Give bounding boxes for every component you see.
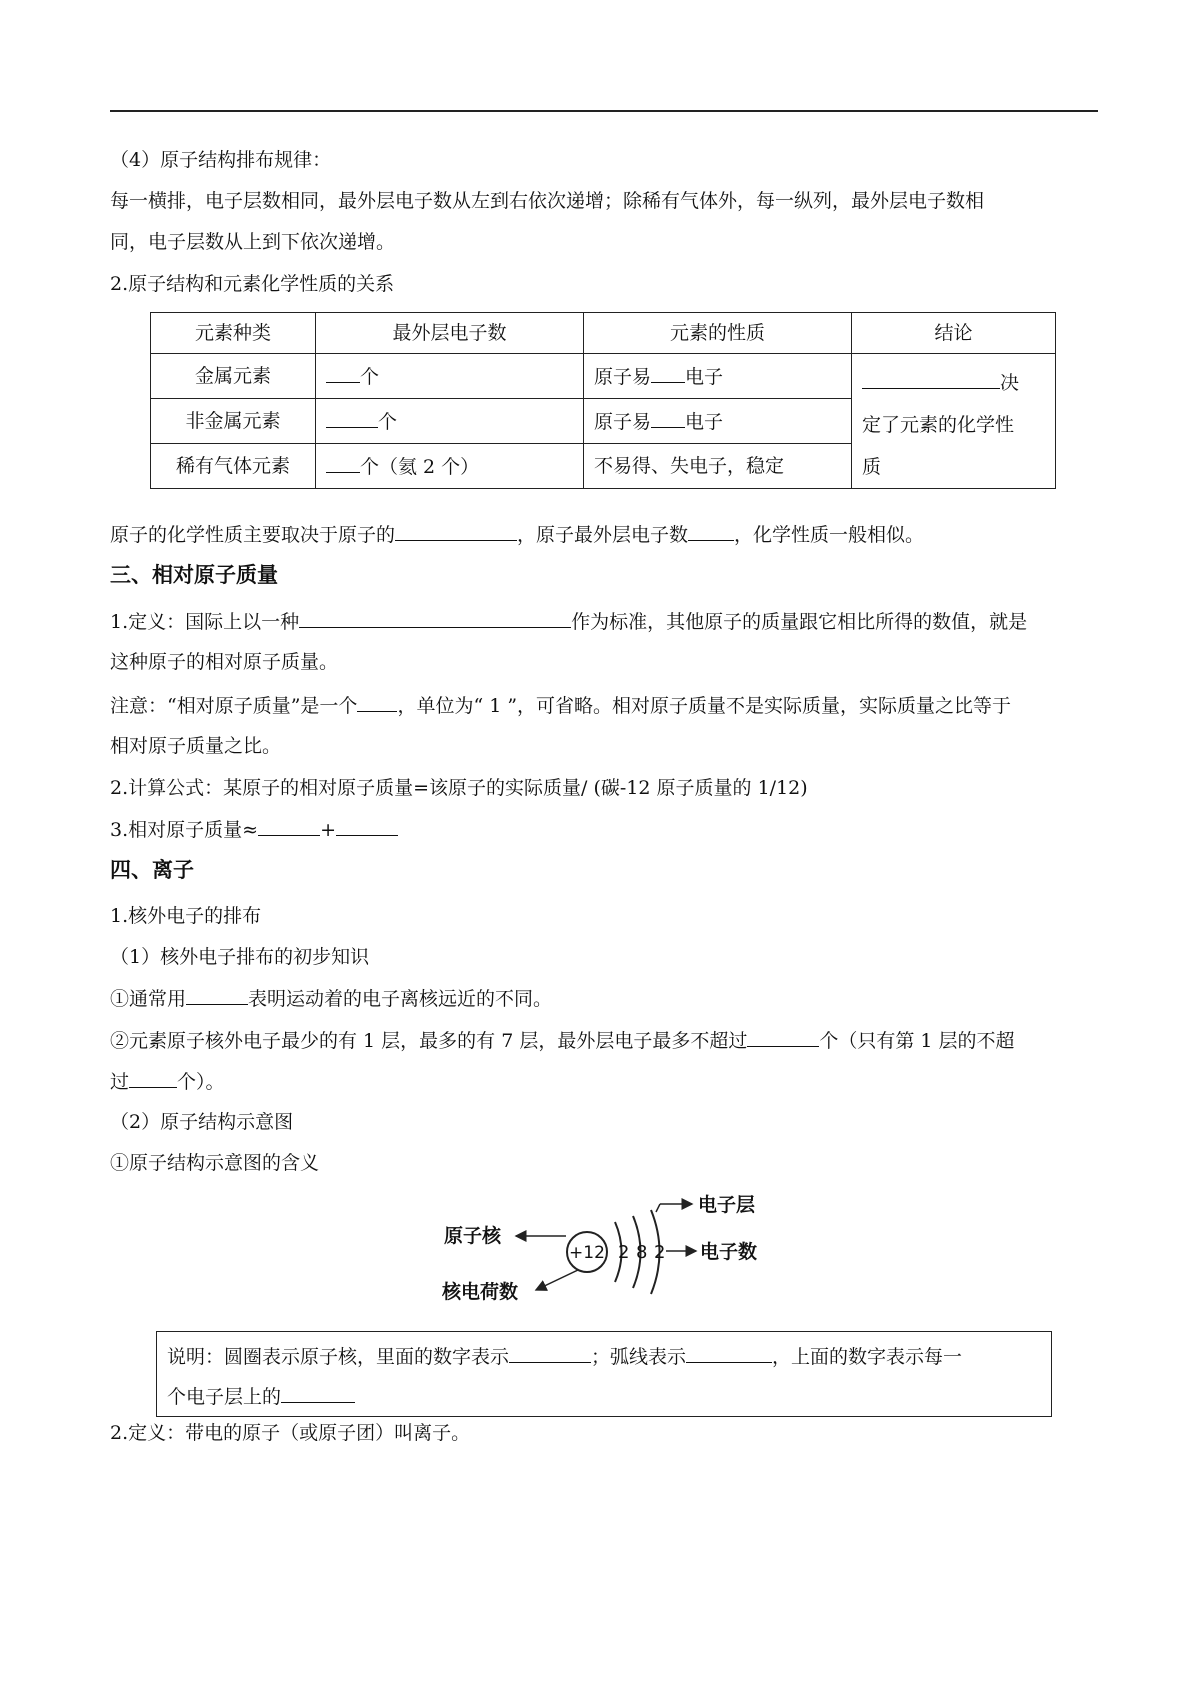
cell-suffix: 个 [360, 365, 380, 388]
text: 3.相对原子质量≈ [110, 819, 259, 841]
section4-paragraph-line2: 同，电子层数从上到下依次递增。 [110, 231, 396, 253]
explanation-line2 [167, 1384, 355, 1409]
blank [299, 609, 571, 628]
ion-subtitle: 1.核外电子的排布 [110, 905, 262, 927]
cell-property: 不易得、失电子，稳定 [584, 444, 852, 489]
blank [129, 1069, 177, 1088]
explanation-line1 [167, 1344, 962, 1369]
shell-pointer [656, 1204, 660, 1212]
header-property: 元素的性质 [584, 313, 852, 354]
definition-line1 [110, 609, 1027, 634]
blank [326, 454, 360, 473]
charge-arrow [536, 1270, 578, 1290]
conclusion-text: 定了元素的化学性 [862, 414, 1015, 436]
text: ，上面的数字表示每一 [772, 1346, 963, 1368]
section4-title: （4）原子结构排布规律： [110, 149, 332, 171]
formula-line: 2.计算公式：某原子的相对原子质量=该原子的实际质量/ (碳-12 原子质量的 1/12) [110, 777, 808, 799]
blank [326, 409, 378, 428]
header-rule [110, 110, 1098, 112]
nucleus-charge: +12 [569, 1243, 605, 1263]
definition-line2: 这种原子的相对原子质量。 [110, 651, 339, 673]
text: ，单位为“ 1 ”，可省略。相对原子质量不是实际质量，实际质量之比等于 [397, 695, 1012, 717]
text: + [320, 819, 336, 841]
text: ①通常用 [110, 988, 187, 1010]
chem-property-line [110, 522, 924, 547]
cell-text: 原子易 [594, 410, 652, 433]
relation-title: 2.原子结构和元素化学性质的关系 [110, 273, 395, 295]
cell-kind: 稀有气体元素 [151, 444, 316, 489]
atom-structure-diagram [430, 1192, 790, 1312]
cell-suffix: 个 [378, 410, 398, 433]
cell-kind: 非金属元素 [151, 399, 316, 444]
label-electron-count: 电子数 [700, 1241, 758, 1263]
text: 作为标准，其他原子的质量跟它相比所得的数值，就是 [571, 611, 1028, 633]
blank [651, 409, 685, 428]
cell-kind: 金属元素 [151, 354, 316, 399]
blank [688, 522, 734, 541]
blank [326, 364, 360, 383]
item1-line [110, 986, 552, 1011]
header-kind: 元素种类 [151, 313, 316, 354]
label-nuclear-charge: 核电荷数 [442, 1281, 519, 1303]
blank [258, 817, 320, 836]
text: ；弧线表示 [591, 1346, 687, 1368]
conclusion-text: 决 [1000, 372, 1020, 394]
table-row [151, 354, 1056, 399]
approx-line [110, 817, 398, 842]
heading-ions: 四、离子 [110, 858, 194, 882]
diagram-meaning-title: ①原子结构示意图的含义 [110, 1152, 320, 1174]
shell-digit-1: 2 [618, 1242, 630, 1263]
blank [186, 986, 248, 1005]
blank [686, 1344, 772, 1363]
label-shell: 电子层 [698, 1194, 756, 1216]
cell-text: 原子易 [594, 365, 652, 388]
cell-property [584, 399, 852, 444]
text: 1.定义：国际上以一种 [110, 611, 300, 633]
text: ，化学性质一般相似。 [734, 524, 925, 546]
blank [395, 522, 517, 541]
section4-paragraph-line1: 每一横排，电子层数相同，最外层电子数从左到右依次递增；除稀有气体外，每一纵列，最外层电子数相 [110, 190, 985, 212]
label-nucleus: 原子核 [444, 1225, 502, 1247]
text: 过 [110, 1071, 130, 1093]
blank [281, 1384, 355, 1403]
cell-property [584, 354, 852, 399]
blank [336, 817, 398, 836]
diagram-subtitle: （2）原子结构示意图 [110, 1111, 294, 1133]
ion-definition: 2.定义：带电的原子（或原子团）叫离子。 [110, 1422, 471, 1444]
blank [651, 364, 685, 383]
text: ②元素原子核外电子最少的有 1 层，最多的有 7 层，最外层电子最多不超过 [110, 1030, 748, 1052]
blank [862, 370, 1000, 389]
cell-text: 电子 [685, 365, 724, 388]
cell-outer-electrons [316, 399, 584, 444]
ion-sub-subtitle: （1）核外电子排布的初步知识 [110, 946, 370, 968]
blank [509, 1344, 591, 1363]
item2-line2 [110, 1069, 225, 1094]
shell-digit-2: 8 [636, 1242, 648, 1263]
blank [357, 693, 397, 712]
heading-relative-mass: 三、相对原子质量 [110, 563, 278, 587]
relation-table [150, 312, 1056, 489]
conclusion-text: 质 [862, 456, 882, 478]
header-conclusion: 结论 [852, 313, 1056, 354]
text: 表明运动着的电子离核远近的不同。 [248, 988, 553, 1010]
explanation-box [156, 1331, 1052, 1417]
shell-digit-3: 2 [654, 1242, 666, 1263]
header-outer-electrons: 最外层电子数 [316, 313, 584, 354]
text: 个电子层上的 [167, 1386, 282, 1408]
table-header-row [151, 313, 1056, 354]
cell-suffix: 个（氦 2 个） [360, 455, 480, 478]
cell-text: 电子 [685, 410, 724, 433]
text: 个）。 [177, 1071, 225, 1093]
blank [747, 1028, 819, 1047]
text: 原子的化学性质主要取决于原子的 [110, 524, 396, 546]
text: 注意：“相对原子质量”是一个 [110, 695, 358, 717]
note-line2: 相对原子质量之比。 [110, 735, 282, 757]
item2-line1 [110, 1028, 1015, 1053]
cell-conclusion [852, 354, 1056, 489]
text: 说明：圆圈表示原子核，里面的数字表示 [167, 1346, 510, 1368]
cell-outer-electrons [316, 444, 584, 489]
note-line1 [110, 693, 1011, 718]
cell-outer-electrons [316, 354, 584, 399]
text: 个（只有第 1 层的不超 [819, 1030, 1015, 1052]
text: ，原子最外层电子数 [517, 524, 689, 546]
